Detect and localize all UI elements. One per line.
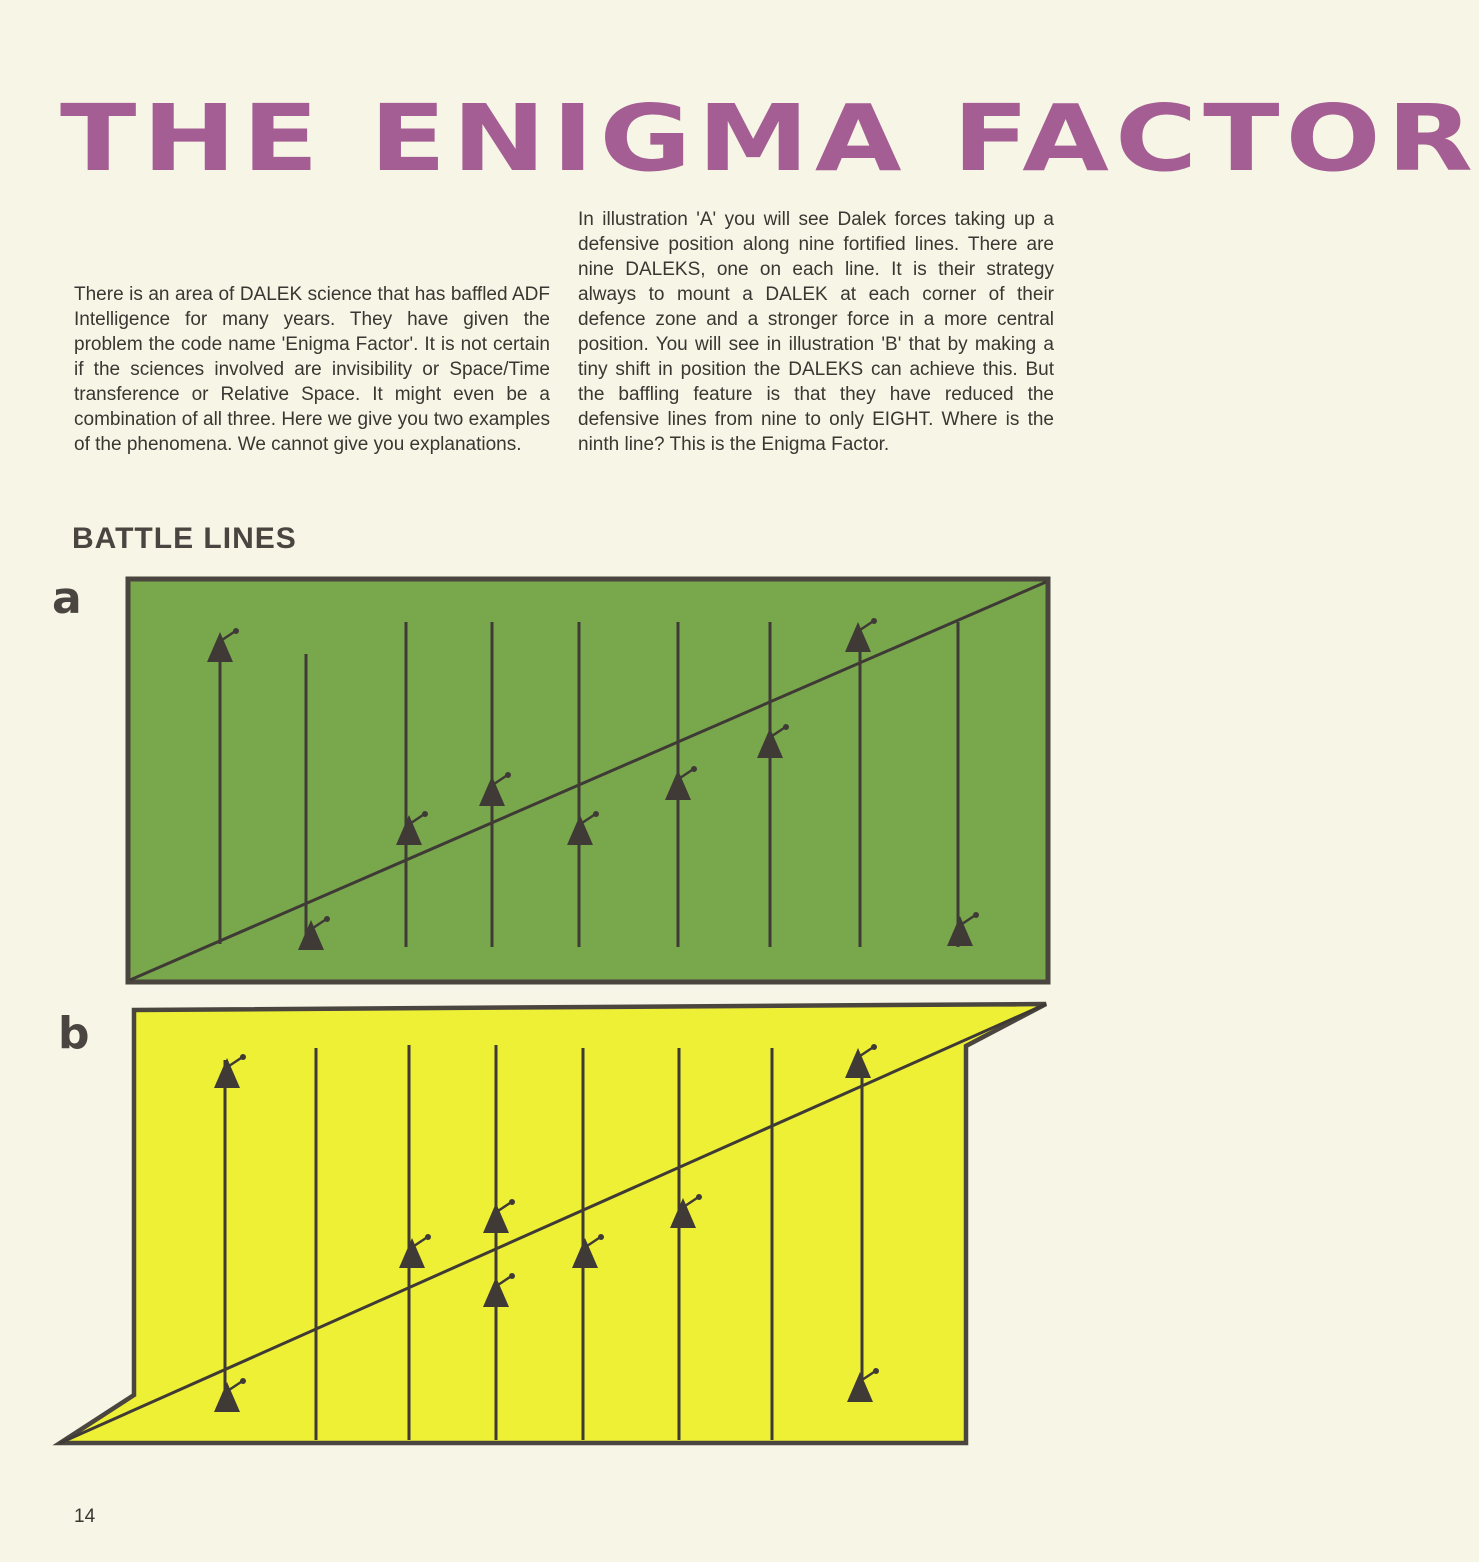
illustration-a-label: a [52, 573, 82, 624]
illustration-b [0, 1000, 1115, 1450]
section-heading: BATTLE LINES [72, 522, 297, 555]
illustration-b-label: b [58, 1008, 90, 1059]
intro-paragraph: There is an area of DALEK science that has baffled ADF Intelligence for many years. They have given the problem the code name 'Enigma Factor'. It is not certain if the sciences involved are invisibility or Space/Time transference or Relative Space. It might even be a combination of all three. Here we give you two examples of the phenomena. We cannot give you explanations. [74, 284, 550, 455]
page-number: 14 [74, 1506, 96, 1527]
explanation-paragraph: In illustration 'A' you will see Dalek forces taking up a defensive position along nine fortified lines. There are nine DALEKS, one on each line. It is their strategy always to mount a DALEK at each corner of their defence zone and a stronger force in a more central position. You will see in illustration 'B' that by making a tiny shift in position the DALEKS can achieve this. But the baffling feature is that they have reduced the defensive lines from nine to only EIGHT. Where is the ninth line? This is the Enigma Factor. [578, 209, 1054, 455]
illustration-a [0, 574, 1115, 988]
page-title: THE ENIGMA FACTOR [60, 85, 1479, 193]
